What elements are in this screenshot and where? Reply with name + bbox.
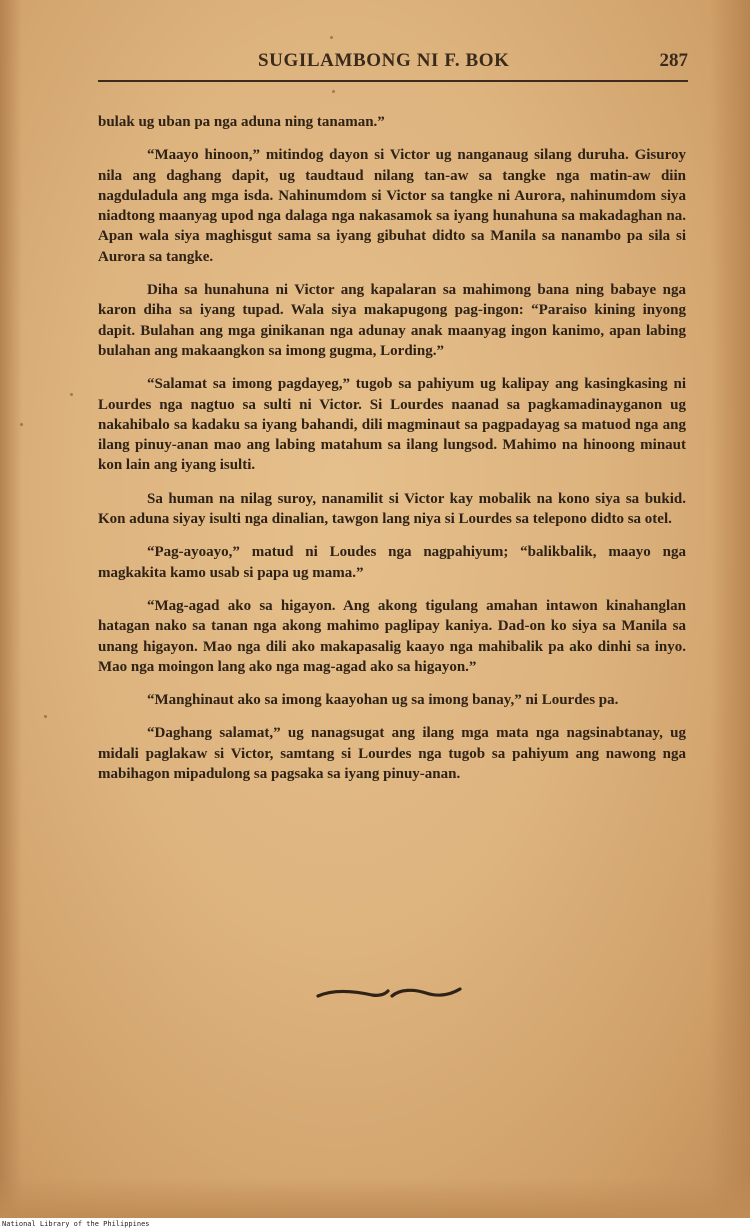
- paper-speck: [330, 36, 333, 39]
- paragraph: “Maayo hinoon,” mitindog dayon si Victor ug nanganaug silang duruha. Gisuroy nila ang daghang dapit, ug taudtaud nilang tan-aw sa tangke nga matin-aw diin nagduladula ang mga isda. Nahinumdom si Victor sa tangke ni Aurora, nahinumdom siya niadtong maanyag upod nga dalaga nga nakasamok sa iyang hunahuna sa makadaghan na. Apan wala siya maghisgut sama sa iyang gibuhat didto sa Manila sa nanambo pa sila si Aurora sa tangke.: [98, 147, 686, 265]
- paragraph: “Salamat sa imong pagdayeg,” tugob sa pahiyum ug kalipay ang kasingkasing ni Lourdes nga nagtuo sa sulti ni Victor. Si Lourdes naanad sa pagkamadinayganon ug nakahibalo sa kadaku sa iyang bahandi, dili magminaut sa pagpadayag sa matuod nga ang ilang pinuy-anan mao ang labing matahum sa ilang lungsod. Mahimo na hinoong minaut kon lain ang iyang isulti.: [98, 376, 686, 474]
- paper-speck: [20, 423, 23, 426]
- library-credit: National Library of the Philippines: [2, 1220, 150, 1228]
- paper-speck: [44, 715, 47, 718]
- paragraph: “Mag-agad ako sa higayon. Ang akong tigulang amahan intawon kinahanglan hatagan nako sa tanan nga akong mahimo paglipay kaniya. Dad-on ko siya sa Manila sa unang higayon. Mao nga dili ako makapasalig kaayo nga mahibalik pa ako dinhi sa inyo. Mao nga moingon lang ako nga mag-agad ako sa higayon.”: [98, 597, 686, 675]
- end-flourish-ornament: [314, 983, 464, 1003]
- paragraph: “Manghinaut ako sa imong kaayohan ug sa imong banay,” ni Lourdes pa.: [147, 692, 619, 709]
- paragraph: “Daghang salamat,” ug nanagsugat ang ilang mga mata nga nagsinabtanay, ug midali paglakaw si Victor, samtang si Lourdes nga tugob sa pahiyum ang nawong nga mabihagon mipadulong sa pagsaka sa iyang pinuy-anan.: [98, 725, 686, 783]
- running-head: SUGILAMBONG NI F. BOK: [258, 50, 510, 71]
- header-rule: [98, 80, 688, 82]
- paragraph: “Pag-ayoayo,” matud ni Loudes nga nagpahiyum; “balikbalik, maayo nga magkakita kamo usab si papa ug mama.”: [98, 544, 686, 581]
- page-edge-shadow-left: [0, 0, 22, 1218]
- paragraph: Sa human na nilag suroy, nanamilit si Victor kay mobalik na kono siya sa bukid. Kon aduna siyay isulti nga dinalian, tawgon lang niya si Lourdes sa telepono didto sa otel.: [98, 490, 686, 528]
- paper-speck: [70, 393, 73, 396]
- paper-speck: [332, 90, 335, 93]
- paragraph: bulak ug uban pa nga aduna ning tanaman.”: [98, 114, 385, 130]
- page-number: 287: [659, 50, 688, 71]
- page-edge-shadow-right: [710, 0, 750, 1218]
- body-text: [98, 112, 686, 797]
- page-header: [98, 50, 688, 80]
- paragraph: Diha sa hunahuna ni Victor ang kapalaran sa mahimong bana ning babaye nga karon diha sa iyang tupad. Wala siya makapugong pag-ingon: “Paraiso kining inyong dapit. Bulahan ang mga ginikanan nga adunay anak maanyag ingon kanimo, apan labing bulahan ang makaangkon sa imong gugma, Lording.”: [98, 282, 686, 359]
- page-edge-shadow-bottom: [0, 1178, 750, 1218]
